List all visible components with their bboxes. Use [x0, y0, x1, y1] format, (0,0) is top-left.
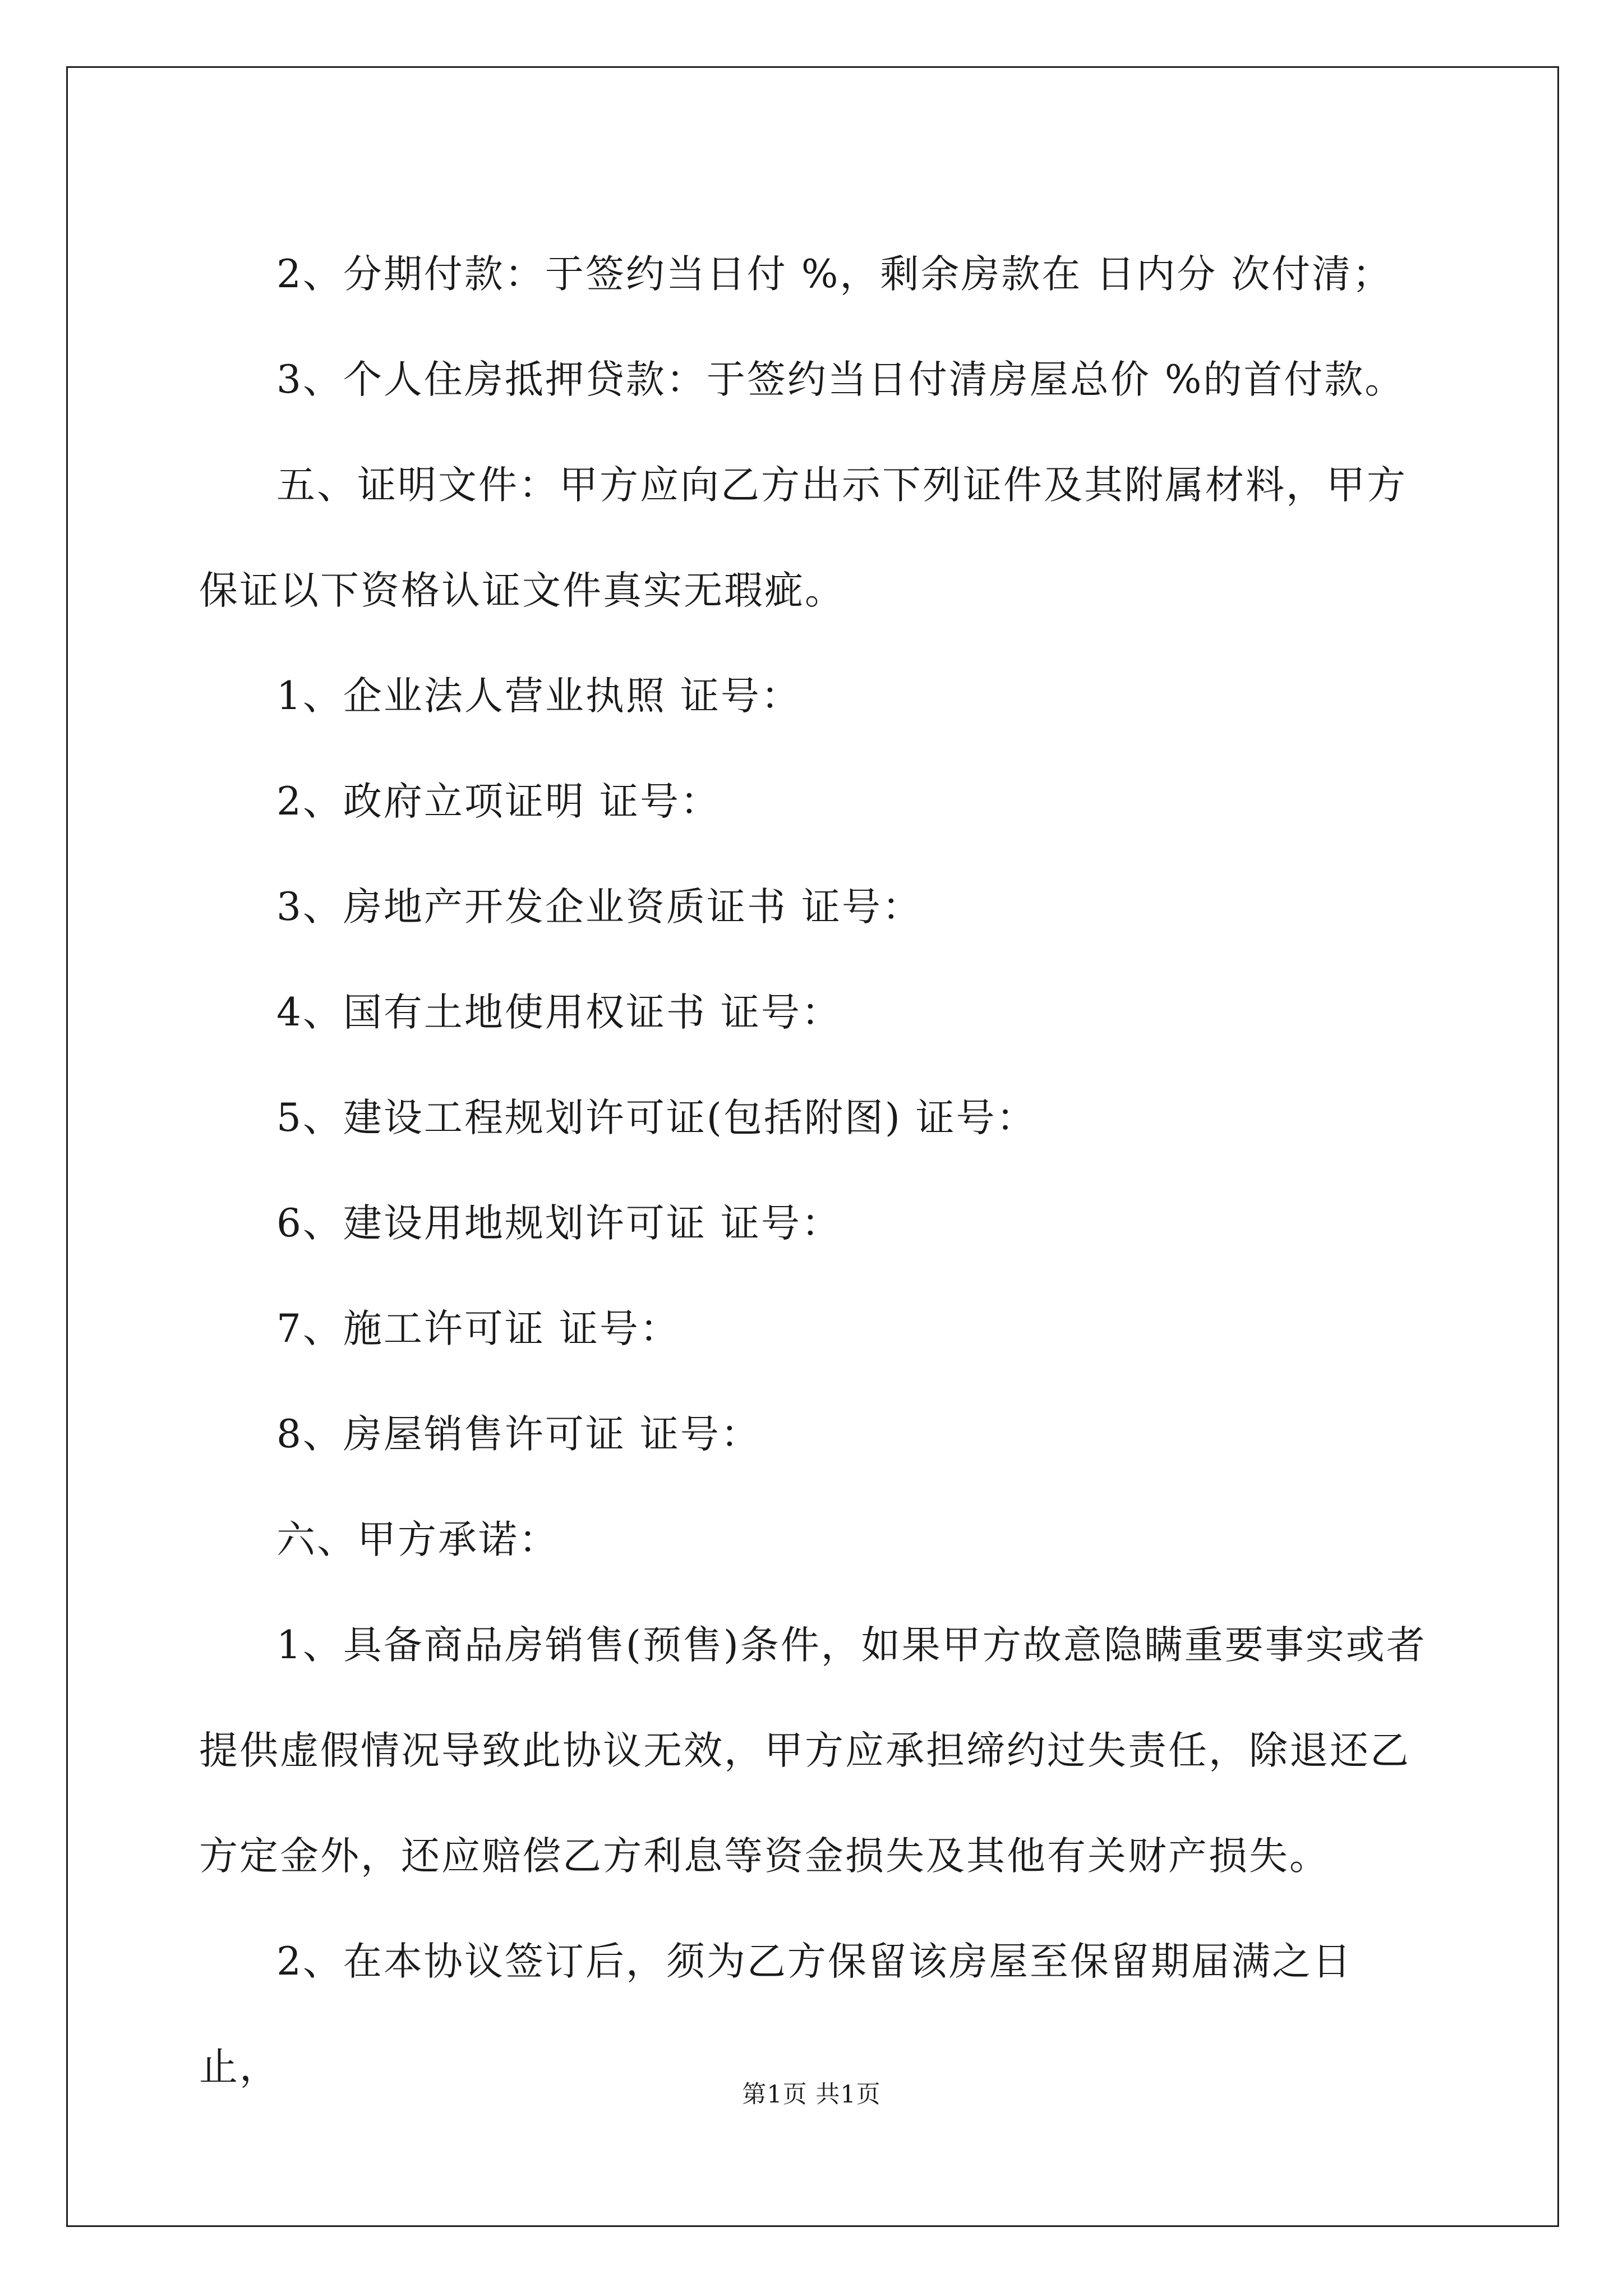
paragraph-sales-conditions: 1、具备商品房销售(预售)条件，如果甲方故意隐瞒重要事实或者提供虚假情况导致此协议无效，甲方应承担缔约过失责任，除退还乙方定金外，还应赔偿乙方利息等资金损失及其他有关财产损失。 — [199, 1623, 1427, 1879]
page-footer: 第1页 共1页 — [742, 2081, 881, 2109]
paragraph-land-planning-permit: 6、建设用地规划许可证 证号： — [276, 1201, 842, 1246]
document-body — [199, 222, 1427, 2120]
paragraph-business-license: 1、企业法人营业执照 证号： — [276, 674, 801, 719]
paragraph-installment-payment: 2、分期付款：于签约当日付 %，剩余房款在 日内分 次付清； — [276, 252, 1393, 297]
paragraph-reservation: 2、在本协议签订后，须为乙方保留该房屋至保留期届满之日止， — [199, 1939, 1353, 2090]
paragraph-sales-permit: 8、房屋销售许可证 证号： — [276, 1412, 761, 1457]
paragraph-mortgage-loan: 3、个人住房抵押贷款：于签约当日付清房屋总价 %的首付款。 — [276, 357, 1405, 402]
paragraph-project-approval: 2、政府立项证明 证号： — [276, 779, 721, 824]
paragraph-construction-permit: 7、施工许可证 证号： — [276, 1306, 680, 1351]
paragraph-developer-qualification: 3、房地产开发企业资质证书 证号： — [276, 885, 923, 930]
paragraph-land-use-right: 4、国有土地使用权证书 证号： — [276, 990, 842, 1035]
paragraph-section-6-commitments: 六、甲方承诺： — [276, 1517, 559, 1562]
paragraph-section-5-certificates: 五、证明文件：甲方应向乙方出示下列证件及其附属材料，甲方保证以下资格认证文件真实无瑕疵。 — [199, 463, 1407, 613]
paragraph-construction-planning-permit: 5、建设工程规划许可证(包括附图) 证号： — [276, 1096, 1037, 1140]
